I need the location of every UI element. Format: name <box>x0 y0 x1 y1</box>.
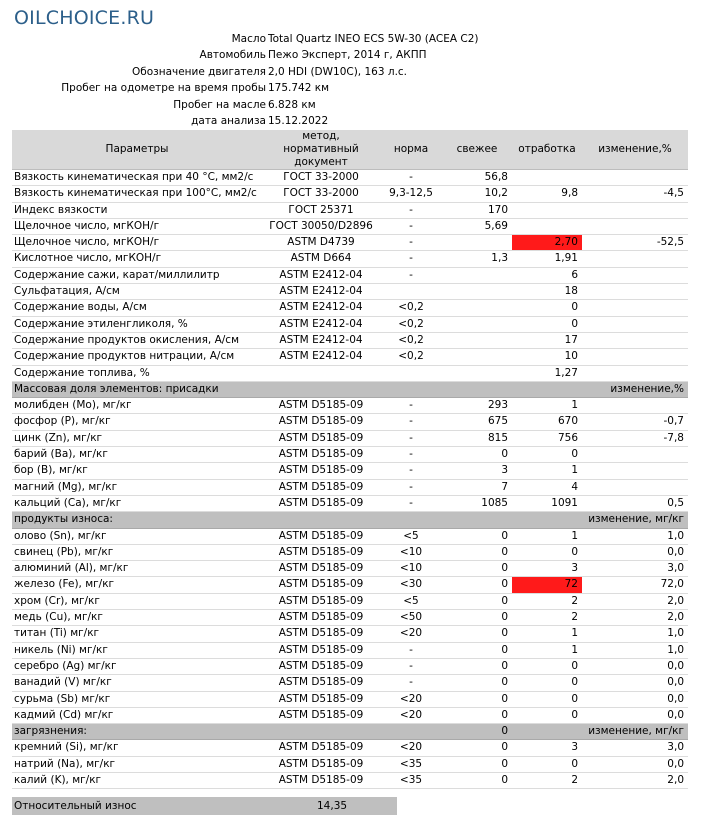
fresh-cell: 0 <box>442 772 512 788</box>
fresh-cell <box>442 267 512 283</box>
change-cell <box>582 251 688 267</box>
table-row <box>12 756 688 772</box>
method-cell: ASTM E2412-04 <box>262 349 380 365</box>
meta-label: Пробег на масле <box>173 98 266 111</box>
fresh-cell: 10,2 <box>442 186 512 202</box>
header-norm: норма <box>380 130 442 170</box>
param-cell: Вязкость кинематическая при 100°С, мм2/с <box>12 186 262 202</box>
change-cell <box>582 479 688 495</box>
table-row <box>12 447 688 463</box>
fresh-cell: 0 <box>442 756 512 772</box>
table-row <box>12 202 688 218</box>
used-cell: 18 <box>512 284 582 300</box>
change-cell: 0,0 <box>582 675 688 691</box>
used-cell <box>512 202 582 218</box>
site-title: OILCHOICE.RU <box>14 7 155 29</box>
param-cell: кальций (Ca), мг/кг <box>12 495 262 511</box>
table-header <box>12 130 688 170</box>
method-cell: ГОСТ 25371 <box>262 202 380 218</box>
section-title: Массовая доля элементов: присадки <box>12 381 442 397</box>
meta-row <box>0 80 708 96</box>
norm-cell: <5 <box>380 528 442 544</box>
fresh-cell: 0 <box>442 577 512 593</box>
fresh-cell: 0 <box>442 642 512 658</box>
table-row <box>12 170 688 186</box>
section-fresh <box>442 381 512 397</box>
table-row <box>12 218 688 234</box>
section-title: загрязнения: <box>12 724 442 740</box>
norm-cell: <30 <box>380 577 442 593</box>
table-row <box>12 495 688 511</box>
meta-label: Обозначение двигателя <box>131 65 266 78</box>
change-cell: 3,0 <box>582 561 688 577</box>
method-cell: ГОСТ 33-2000 <box>262 170 380 186</box>
method-cell: ГОСТ 30050/D2896 <box>262 218 380 234</box>
fresh-cell: 0 <box>442 561 512 577</box>
norm-cell: <50 <box>380 610 442 626</box>
param-cell: никель (Ni) мг/кг <box>12 642 262 658</box>
norm-cell: - <box>380 398 442 414</box>
norm-cell: - <box>380 463 442 479</box>
meta-value: 15.12.2022 <box>268 114 329 127</box>
meta-label: Пробег на одометре на время пробы <box>61 82 266 95</box>
param-cell: фосфор (P), мг/кг <box>12 414 262 430</box>
fresh-cell: 0 <box>442 658 512 674</box>
used-cell: 4 <box>512 479 582 495</box>
norm-cell: <0,2 <box>380 349 442 365</box>
section-fresh <box>442 512 512 528</box>
fresh-cell: 0 <box>442 740 512 756</box>
param-cell: магний (Mg), мг/кг <box>12 479 262 495</box>
header-used: отработка <box>512 130 582 170</box>
used-cell: 2 <box>512 593 582 609</box>
section-row <box>12 724 688 740</box>
change-cell: 2,0 <box>582 772 688 788</box>
method-cell: ASTM D5185-09 <box>262 593 380 609</box>
header-fresh: свежее <box>442 130 512 170</box>
meta-row <box>0 97 708 113</box>
fresh-cell: 1085 <box>442 495 512 511</box>
param-cell: серебро (Ag) мг/кг <box>12 658 262 674</box>
fresh-cell: 5,69 <box>442 218 512 234</box>
used-cell: 2 <box>512 772 582 788</box>
param-cell: Содержание продуктов нитрации, А/см <box>12 349 262 365</box>
param-cell: Щелочное число, мгКОН/г <box>12 235 262 251</box>
method-cell: ASTM D5185-09 <box>262 756 380 772</box>
fresh-cell: 0 <box>442 675 512 691</box>
param-cell: алюминий (Al), мг/кг <box>12 561 262 577</box>
table-row <box>12 707 688 723</box>
method-cell: ASTM E2412-04 <box>262 316 380 332</box>
method-cell: ASTM E2412-04 <box>262 300 380 316</box>
section-row <box>12 381 688 397</box>
used-cell: 3 <box>512 740 582 756</box>
fresh-cell: 293 <box>442 398 512 414</box>
fresh-cell <box>442 284 512 300</box>
change-cell <box>582 300 688 316</box>
fresh-cell: 0 <box>442 544 512 560</box>
used-cell: 1 <box>512 626 582 642</box>
change-cell <box>582 332 688 348</box>
method-cell: ASTM D5185-09 <box>262 740 380 756</box>
section-change: изменение, мг/кг <box>512 724 688 740</box>
param-cell: свинец (Pb), мг/кг <box>12 544 262 560</box>
used-cell: 1 <box>512 528 582 544</box>
table-row <box>12 316 688 332</box>
meta-value: Пежо Эксперт, 2014 г, АКПП <box>268 49 427 62</box>
method-cell: ASTM E2412-04 <box>262 284 380 300</box>
param-cell: кадмий (Cd) мг/кг <box>12 707 262 723</box>
section-change: изменение, мг/кг <box>512 512 688 528</box>
param-cell: натрий (Na), мг/кг <box>12 756 262 772</box>
param-cell: Сульфатация, А/см <box>12 284 262 300</box>
change-cell: 0,0 <box>582 756 688 772</box>
table-row <box>12 349 688 365</box>
change-cell <box>582 218 688 234</box>
fresh-cell: 1,3 <box>442 251 512 267</box>
method-cell: ASTM D5185-09 <box>262 430 380 446</box>
method-cell: ASTM D5185-09 <box>262 447 380 463</box>
method-cell: ASTM D5185-09 <box>262 528 380 544</box>
param-cell: Содержание этиленгликоля, % <box>12 316 262 332</box>
change-cell: -52,5 <box>582 235 688 251</box>
table-row <box>12 658 688 674</box>
method-cell: ASTM D5185-09 <box>262 772 380 788</box>
method-cell: ASTM D5185-09 <box>262 626 380 642</box>
norm-cell: - <box>380 430 442 446</box>
fresh-cell <box>442 365 512 381</box>
param-cell: титан (Ti) мг/кг <box>12 626 262 642</box>
table-row <box>12 430 688 446</box>
meta-label: Масло <box>231 33 266 45</box>
table-row <box>12 267 688 283</box>
norm-cell: - <box>380 218 442 234</box>
used-cell: 1 <box>512 642 582 658</box>
used-cell: 0 <box>512 447 582 463</box>
change-cell: 72,0 <box>582 577 688 593</box>
fresh-cell: 0 <box>442 447 512 463</box>
fresh-cell: 3 <box>442 463 512 479</box>
norm-cell <box>380 365 442 381</box>
relative-wear-summary <box>12 797 397 815</box>
method-cell: ASTM D664 <box>262 251 380 267</box>
method-cell: ASTM D5185-09 <box>262 675 380 691</box>
fresh-cell <box>442 349 512 365</box>
used-cell: 670 <box>512 414 582 430</box>
param-cell: калий (K), мг/кг <box>12 772 262 788</box>
fresh-cell <box>442 300 512 316</box>
method-cell <box>262 365 380 381</box>
method-cell: ASTM D5185-09 <box>262 561 380 577</box>
param-cell: сурьма (Sb) мг/кг <box>12 691 262 707</box>
param-cell: Кислотное число, мгКОН/г <box>12 251 262 267</box>
table-row <box>12 414 688 430</box>
used-cell: 1091 <box>512 495 582 511</box>
norm-cell: <10 <box>380 561 442 577</box>
meta-label: Автомобиль <box>199 49 266 62</box>
meta-row <box>0 31 708 47</box>
method-cell: ASTM D5185-09 <box>262 544 380 560</box>
method-cell: ASTM D5185-09 <box>262 577 380 593</box>
meta-row <box>0 113 708 129</box>
method-cell: ASTM D5185-09 <box>262 642 380 658</box>
fresh-cell: 0 <box>442 593 512 609</box>
table-row <box>12 740 688 756</box>
norm-cell: - <box>380 495 442 511</box>
header-change: изменение,% <box>582 130 688 170</box>
used-cell: 0 <box>512 300 582 316</box>
norm-cell: <20 <box>380 707 442 723</box>
method-cell: ASTM D5185-09 <box>262 463 380 479</box>
method-cell: ASTM D5185-09 <box>262 707 380 723</box>
method-cell: ASTM D5185-09 <box>262 610 380 626</box>
used-cell: 0 <box>512 658 582 674</box>
norm-cell: <0,2 <box>380 316 442 332</box>
change-cell: 0,0 <box>582 544 688 560</box>
norm-cell: <10 <box>380 544 442 560</box>
change-cell: 0,0 <box>582 707 688 723</box>
fresh-cell <box>442 235 512 251</box>
used-cell: 0 <box>512 675 582 691</box>
table-row <box>12 365 688 381</box>
change-cell: 0,5 <box>582 495 688 511</box>
table-row <box>12 544 688 560</box>
used-cell: 17 <box>512 332 582 348</box>
param-cell: хром (Cr), мг/кг <box>12 593 262 609</box>
norm-cell: <35 <box>380 756 442 772</box>
meta-value: 6.828 км <box>268 98 316 111</box>
method-cell: ASTM D4739 <box>262 235 380 251</box>
method-cell: ASTM D5185-09 <box>262 479 380 495</box>
table-row <box>12 675 688 691</box>
param-cell: кремний (Si), мг/кг <box>12 740 262 756</box>
section-row <box>12 512 688 528</box>
table-row <box>12 300 688 316</box>
param-cell: Содержание продуктов окисления, А/см <box>12 332 262 348</box>
norm-cell: - <box>380 251 442 267</box>
param-cell: молибден (Mo), мг/кг <box>12 398 262 414</box>
param-cell: бор (B), мг/кг <box>12 463 262 479</box>
table-row <box>12 626 688 642</box>
section-fresh: 0 <box>442 724 512 740</box>
used-cell-highlight: 2,70 <box>512 235 582 251</box>
section-title: продукты износа: <box>12 512 442 528</box>
param-cell: цинк (Zn), мг/кг <box>12 430 262 446</box>
used-cell-highlight: 72 <box>512 577 582 593</box>
method-cell: ASTM D5185-09 <box>262 495 380 511</box>
param-cell: олово (Sn), мг/кг <box>12 528 262 544</box>
fresh-cell: 7 <box>442 479 512 495</box>
norm-cell: <20 <box>380 626 442 642</box>
norm-cell: - <box>380 642 442 658</box>
norm-cell: - <box>380 202 442 218</box>
meta-row <box>0 47 708 63</box>
param-cell: железо (Fe), мг/кг <box>12 577 262 593</box>
fresh-cell <box>442 316 512 332</box>
table-row <box>12 528 688 544</box>
table-row <box>12 610 688 626</box>
fresh-cell: 675 <box>442 414 512 430</box>
change-cell <box>582 398 688 414</box>
table-row <box>12 593 688 609</box>
change-cell <box>582 267 688 283</box>
norm-cell: - <box>380 414 442 430</box>
used-cell: 6 <box>512 267 582 283</box>
change-cell: 0,0 <box>582 691 688 707</box>
table-row <box>12 186 688 202</box>
change-cell: 2,0 <box>582 610 688 626</box>
table-row <box>12 284 688 300</box>
meta-value: 175.742 км <box>268 82 330 95</box>
method-cell: ASTM D5185-09 <box>262 691 380 707</box>
norm-cell: <0,2 <box>380 300 442 316</box>
table-row <box>12 561 688 577</box>
method-cell: ASTM D5185-09 <box>262 658 380 674</box>
table-row <box>12 463 688 479</box>
norm-cell: - <box>380 170 442 186</box>
fresh-cell: 0 <box>442 707 512 723</box>
meta-row <box>0 64 708 80</box>
fresh-cell <box>442 332 512 348</box>
used-cell: 10 <box>512 349 582 365</box>
summary-label: Относительный износ <box>14 800 137 812</box>
analysis-table <box>12 130 688 789</box>
param-cell: Содержание сажи, карат/миллилитр <box>12 267 262 283</box>
fresh-cell: 0 <box>442 626 512 642</box>
header-method: метод, нормативный документ <box>262 130 380 170</box>
fresh-cell: 815 <box>442 430 512 446</box>
norm-cell: - <box>380 658 442 674</box>
used-cell: 0 <box>512 544 582 560</box>
norm-cell: - <box>380 447 442 463</box>
table-row <box>12 479 688 495</box>
norm-cell: <5 <box>380 593 442 609</box>
used-cell: 1,27 <box>512 365 582 381</box>
meta-label: дата анализа <box>191 114 266 127</box>
norm-cell <box>380 284 442 300</box>
used-cell: 1,91 <box>512 251 582 267</box>
norm-cell: <0,2 <box>380 332 442 348</box>
change-cell <box>582 202 688 218</box>
change-cell: -4,5 <box>582 186 688 202</box>
param-cell: Содержание топлива, % <box>12 365 262 381</box>
meta-value: Total Quartz INEO ECS 5W-30 (ACEA C2) <box>268 33 479 45</box>
param-cell: Содержание воды, А/см <box>12 300 262 316</box>
norm-cell: - <box>380 675 442 691</box>
method-cell: ГОСТ 33-2000 <box>262 186 380 202</box>
change-cell <box>582 447 688 463</box>
change-cell: -7,8 <box>582 430 688 446</box>
header-param: Параметры <box>12 130 262 170</box>
method-cell: ASTM D5185-09 <box>262 414 380 430</box>
table-row <box>12 772 688 788</box>
change-cell <box>582 365 688 381</box>
used-cell: 1 <box>512 398 582 414</box>
param-cell: ванадий (V) мг/кг <box>12 675 262 691</box>
change-cell: 1,0 <box>582 626 688 642</box>
used-cell: 9,8 <box>512 186 582 202</box>
used-cell: 3 <box>512 561 582 577</box>
used-cell <box>512 218 582 234</box>
param-cell: медь (Cu), мг/кг <box>12 610 262 626</box>
param-cell: Вязкость кинематическая при 40 °С, мм2/с <box>12 170 262 186</box>
used-cell: 0 <box>512 707 582 723</box>
norm-cell: <20 <box>380 740 442 756</box>
norm-cell: <20 <box>380 691 442 707</box>
change-cell: 1,0 <box>582 528 688 544</box>
table-row <box>12 398 688 414</box>
change-cell: 3,0 <box>582 740 688 756</box>
table-row <box>12 235 688 251</box>
table-row <box>12 642 688 658</box>
fresh-cell: 170 <box>442 202 512 218</box>
norm-cell: <35 <box>380 772 442 788</box>
param-cell: Индекс вязкости <box>12 202 262 218</box>
used-cell: 756 <box>512 430 582 446</box>
fresh-cell: 0 <box>442 691 512 707</box>
analysis-meta <box>0 31 708 129</box>
change-cell: 0,0 <box>582 658 688 674</box>
fresh-cell: 56,8 <box>442 170 512 186</box>
norm-cell: - <box>380 479 442 495</box>
used-cell: 0 <box>512 756 582 772</box>
section-change: изменение,% <box>512 381 688 397</box>
norm-cell: - <box>380 267 442 283</box>
used-cell: 1 <box>512 463 582 479</box>
change-cell <box>582 316 688 332</box>
change-cell <box>582 170 688 186</box>
norm-cell: 9,3-12,5 <box>380 186 442 202</box>
change-cell: -0,7 <box>582 414 688 430</box>
meta-value: 2,0 HDI (DW10C), 163 л.с. <box>268 65 408 78</box>
fresh-cell: 0 <box>442 610 512 626</box>
used-cell: 0 <box>512 316 582 332</box>
table-row <box>12 251 688 267</box>
table-row <box>12 577 688 593</box>
used-cell <box>512 170 582 186</box>
summary-value: 14,35 <box>317 800 348 812</box>
method-cell: ASTM E2412-04 <box>262 267 380 283</box>
used-cell: 0 <box>512 691 582 707</box>
table-row <box>12 691 688 707</box>
param-cell: барий (Ba), мг/кг <box>12 447 262 463</box>
used-cell: 2 <box>512 610 582 626</box>
change-cell: 2,0 <box>582 593 688 609</box>
norm-cell: - <box>380 235 442 251</box>
change-cell: 1,0 <box>582 642 688 658</box>
change-cell <box>582 349 688 365</box>
param-cell: Щелочное число, мгКОН/г <box>12 218 262 234</box>
table-row <box>12 332 688 348</box>
change-cell <box>582 463 688 479</box>
change-cell <box>582 284 688 300</box>
method-cell: ASTM E2412-04 <box>262 332 380 348</box>
method-cell: ASTM D5185-09 <box>262 398 380 414</box>
fresh-cell: 0 <box>442 528 512 544</box>
